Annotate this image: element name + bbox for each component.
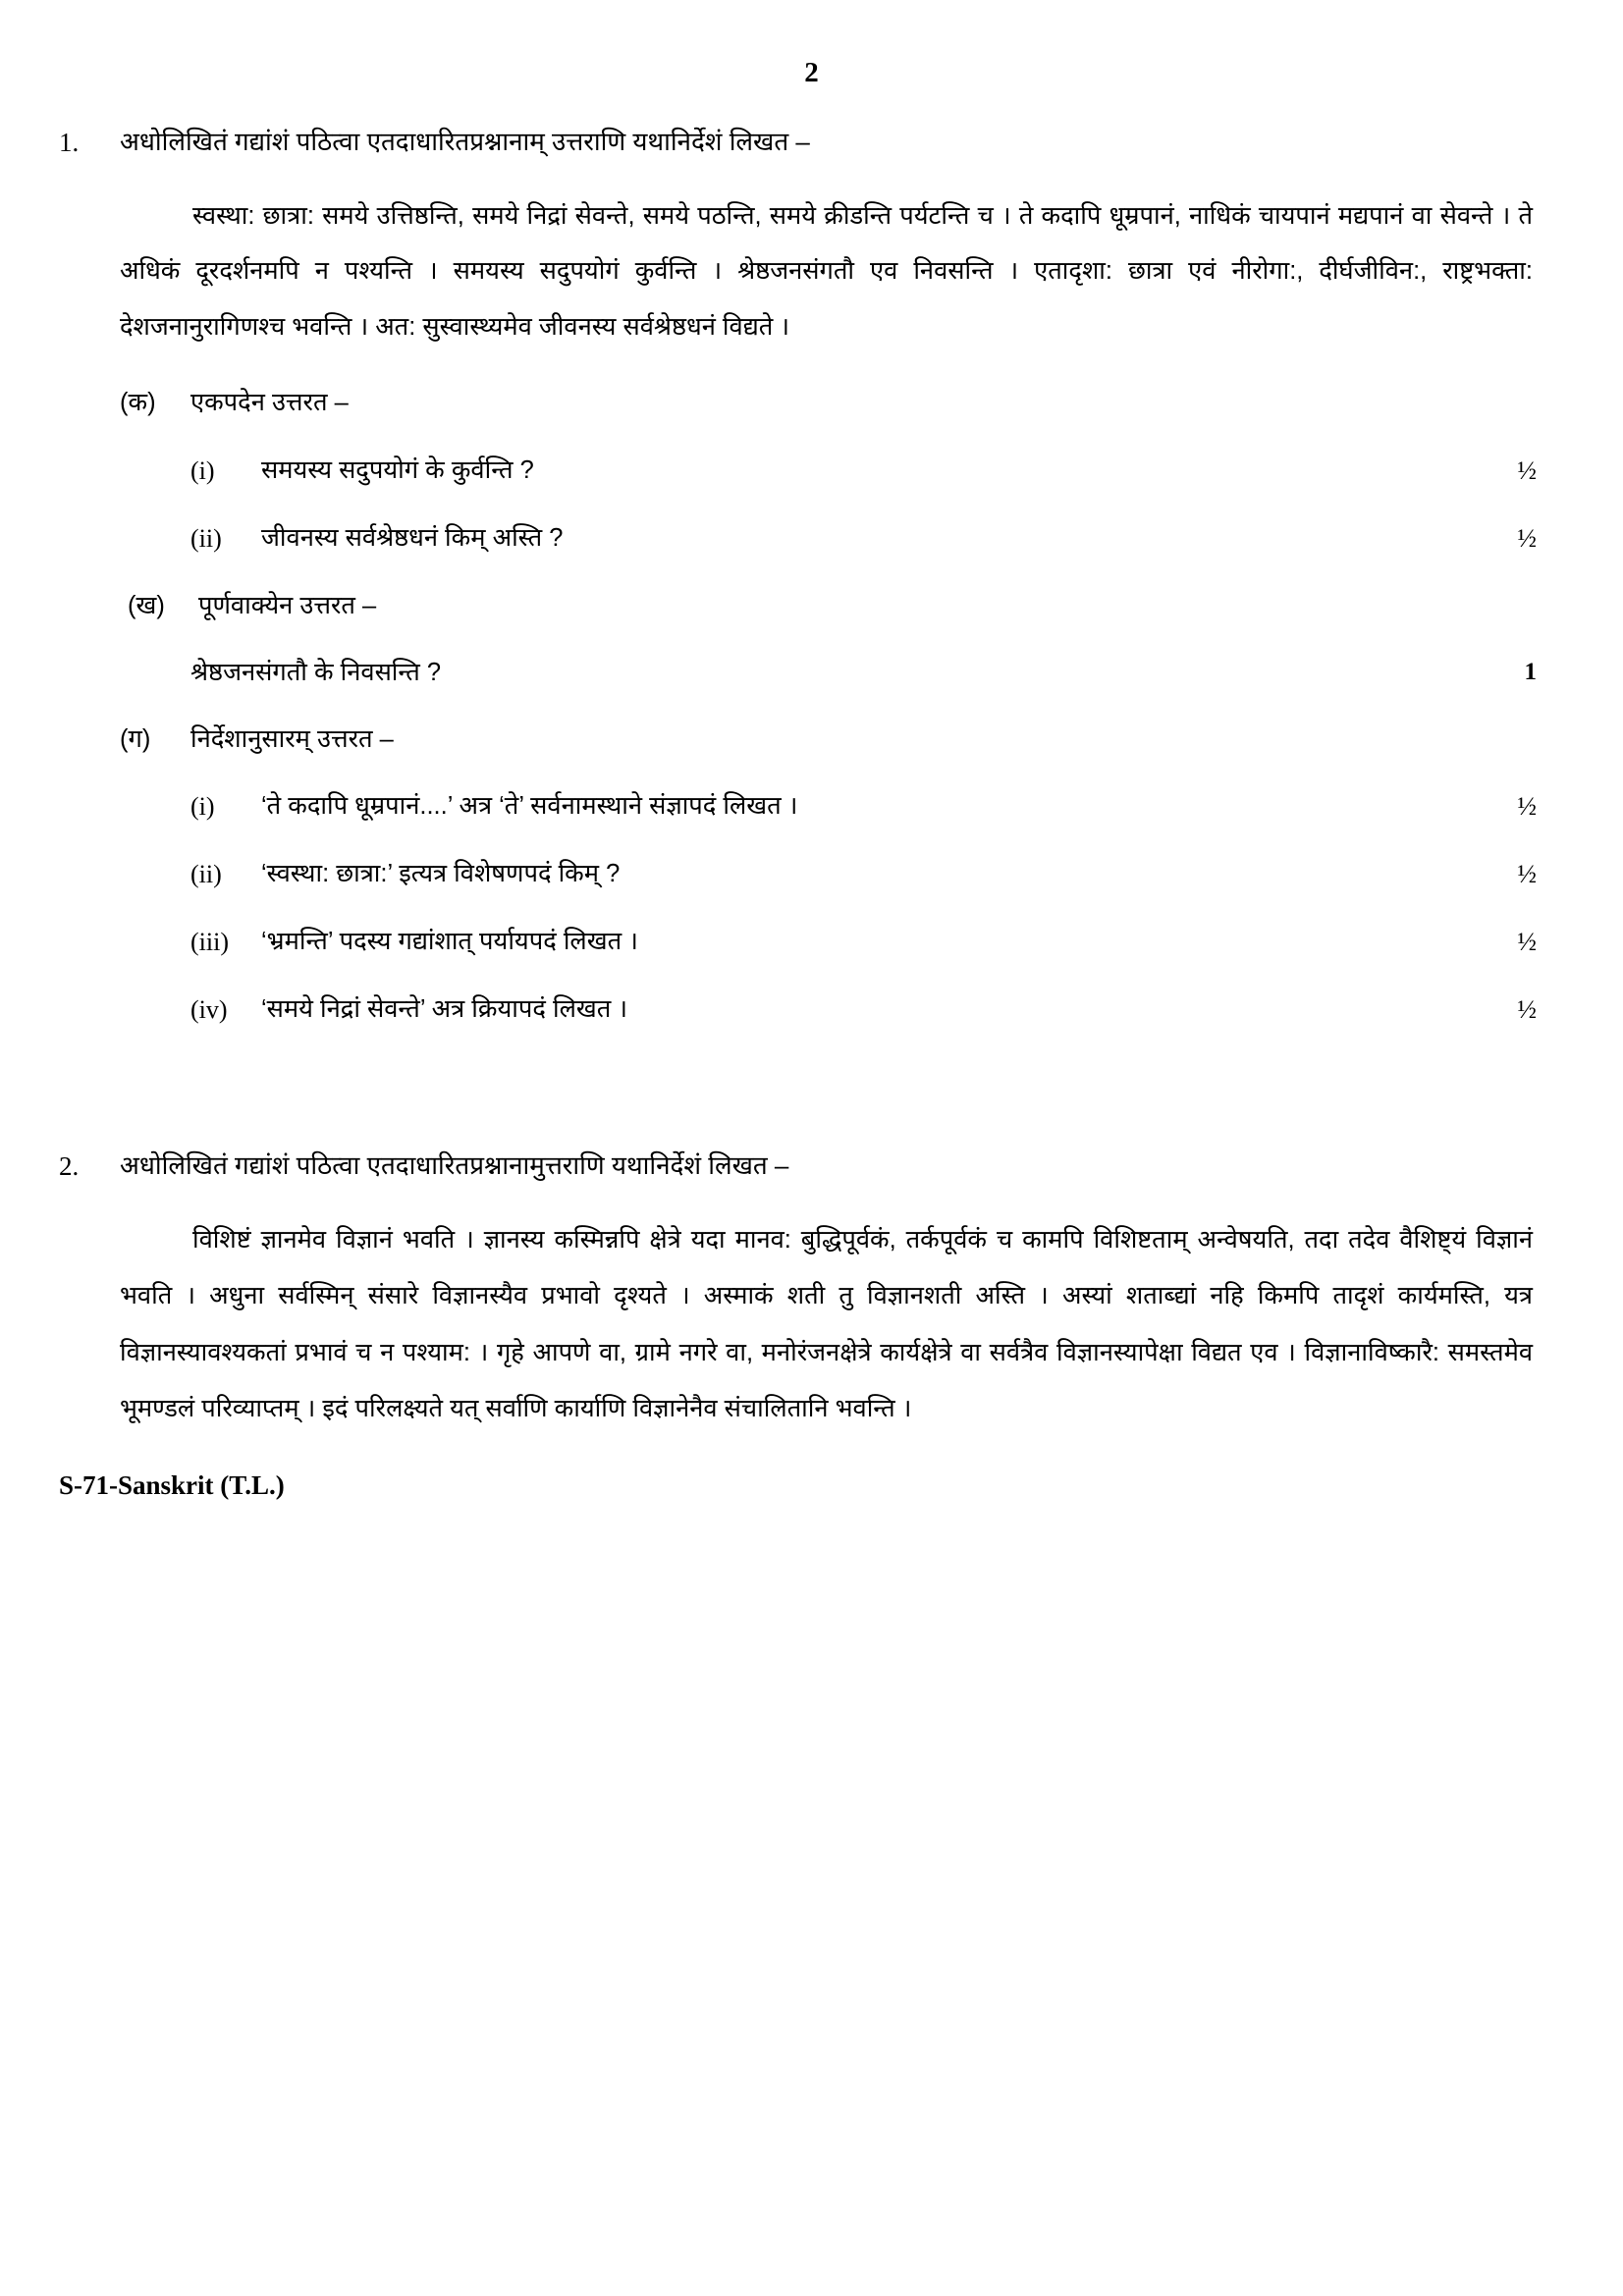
item-marks: ½ [1517, 928, 1537, 957]
question-1-number: 1. [59, 128, 80, 157]
question-1-passage: स्वस्था: छात्रा: समये उत्तिष्ठन्ति, समये निद्रां सेवन्ते, समये पठन्ति, समये क्रीडन्ति पर्यटन्ति च । ते कदापि धूम्रपानं, नाधिकं चायपानं मद्यपानं वा सेवन्ते । ते अधिकं दूरदर्शनमपि न पश्यन्ति । समयस्य सदुपयोगं कुर्वन्ति । श्रेष्ठजनसंगतौ एव निवसन्ति । एतादृशा: छात्रा एवं नीरोगा:, दीर्घजीविन:, राष्ट्रभक्ता: देशजनानुरागिणश्च भवन्ति । अत: सुस्वास्थ्यमेव जीवनस्य सर्वश्रेष्ठधनं विद्यते । [120, 201, 1533, 341]
part-kha-item-1 [190, 654, 1546, 691]
item-number: (iii) [190, 928, 229, 957]
question-2-header [59, 1147, 1546, 1187]
item-text: ‘समये निद्रां सेवन्ते’ अत्र क्रियापदं लिखत । [261, 995, 627, 1024]
part-kha-label: (ख) [128, 591, 165, 619]
item-number: (i) [190, 792, 215, 822]
part-ka-title: एकपदेन उत्तरत – [190, 389, 349, 417]
item-number: (ii) [190, 523, 222, 553]
part-ga-title: निर्देशानुसारम् उत्तरत – [190, 725, 394, 754]
item-marks: ½ [1517, 523, 1537, 553]
item-text: जीवनस्य सर्वश्रेष्ठधनं किम् अस्ति ? [261, 523, 564, 552]
item-text: ‘ते कदापि धूम्रपानं....’ अत्र ‘ते’ सर्वनामस्थाने संज्ञापदं लिखत । [261, 792, 798, 821]
section-spacer [59, 1029, 1546, 1113]
item-marks: ½ [1517, 860, 1537, 889]
question-2-number: 2. [59, 1151, 80, 1182]
part-ga-item-iv [190, 990, 1546, 1029]
item-marks: 1 [1524, 658, 1537, 685]
footer-paper-code: S-71-Sanskrit (T.L.) [59, 1470, 285, 1501]
part-kha-header [120, 587, 1546, 624]
item-text: ‘भ्रमन्ति’ पदस्य गद्यांशात् पर्यायपदं लिखत । [261, 928, 638, 956]
page-number: 2 [804, 57, 819, 88]
item-text: समयस्य सदुपयोगं के कुर्वन्ति ? [261, 455, 534, 484]
part-ga-header [120, 721, 1546, 758]
item-number: (ii) [190, 860, 222, 889]
question-2-instruction: अधोलिखितं गद्यांशं पठित्वा एतदाधारितप्रश्नानामुत्तराणि यथानिर्देशं लिखत – [120, 1150, 789, 1181]
part-ga-item-iii [190, 923, 1546, 961]
item-marks: ½ [1517, 995, 1537, 1025]
item-number: (iv) [190, 995, 228, 1025]
question-1-instruction: अधोलिखितं गद्यांशं पठित्वा एतदाधारितप्रश्नानाम् उत्तराणि यथानिर्देशं लिखत – [120, 127, 810, 156]
part-ga-item-ii [190, 855, 1546, 893]
item-number: (i) [190, 455, 215, 485]
part-ga-label: (ग) [120, 725, 151, 754]
item-marks: ½ [1517, 792, 1537, 822]
part-ka-item-ii [190, 519, 1546, 558]
question-1-header [59, 123, 1546, 163]
page-content [0, 123, 1623, 1501]
part-kha-title: पूर्णवाक्येन उत्तरत – [198, 591, 377, 619]
question-2-passage: विशिष्टं ज्ञानमेव विज्ञानं भवति । ज्ञानस्य कस्मिन्नपि क्षेत्रे यदा मानव: बुद्धिपूर्वकं, तर्कपूर्वकं च कामपि विशिष्टताम् अन्वेषयति, तदा तदेव वैशिष्ट्यं विज्ञानं भवति । अधुना सर्वस्मिन् संसारे विज्ञानस्यैव प्रभावो दृश्यते । अस्माकं शती तु विज्ञानशती अस्ति । अस्यां शताब्द्यां नहि किमपि तादृशं कार्यमस्ति, यत्र विज्ञानस्यावश्यकतां प्रभावं च न पश्याम: । गृहे आपणे वा, ग्रामे नगरे वा, मनोरंजनक्षेत्रे कार्यक्षेत्रे वा सर्वत्रैव विज्ञानस्यापेक्षा विद्यत एव । विज्ञानाविष्कारै: समस्तमेव भूमण्डलं परिव्याप्तम् । इदं परिलक्ष्यते यत् सर्वाणि कार्याणि विज्ञानेनैव संचालितानि भवन्ति । [120, 1225, 1533, 1422]
part-ka-label: (क) [120, 389, 156, 417]
item-text: ‘स्वस्था: छात्रा:’ इत्यत्र विशेषणपदं किम् ? [261, 860, 621, 888]
part-ga-item-i [190, 787, 1546, 826]
item-marks: ½ [1517, 455, 1537, 485]
item-text: श्रेष्ठजनसंगतौ के निवसन्ति ? [190, 658, 442, 686]
part-ka-header [120, 384, 1546, 421]
part-ka-item-i [190, 452, 1546, 490]
